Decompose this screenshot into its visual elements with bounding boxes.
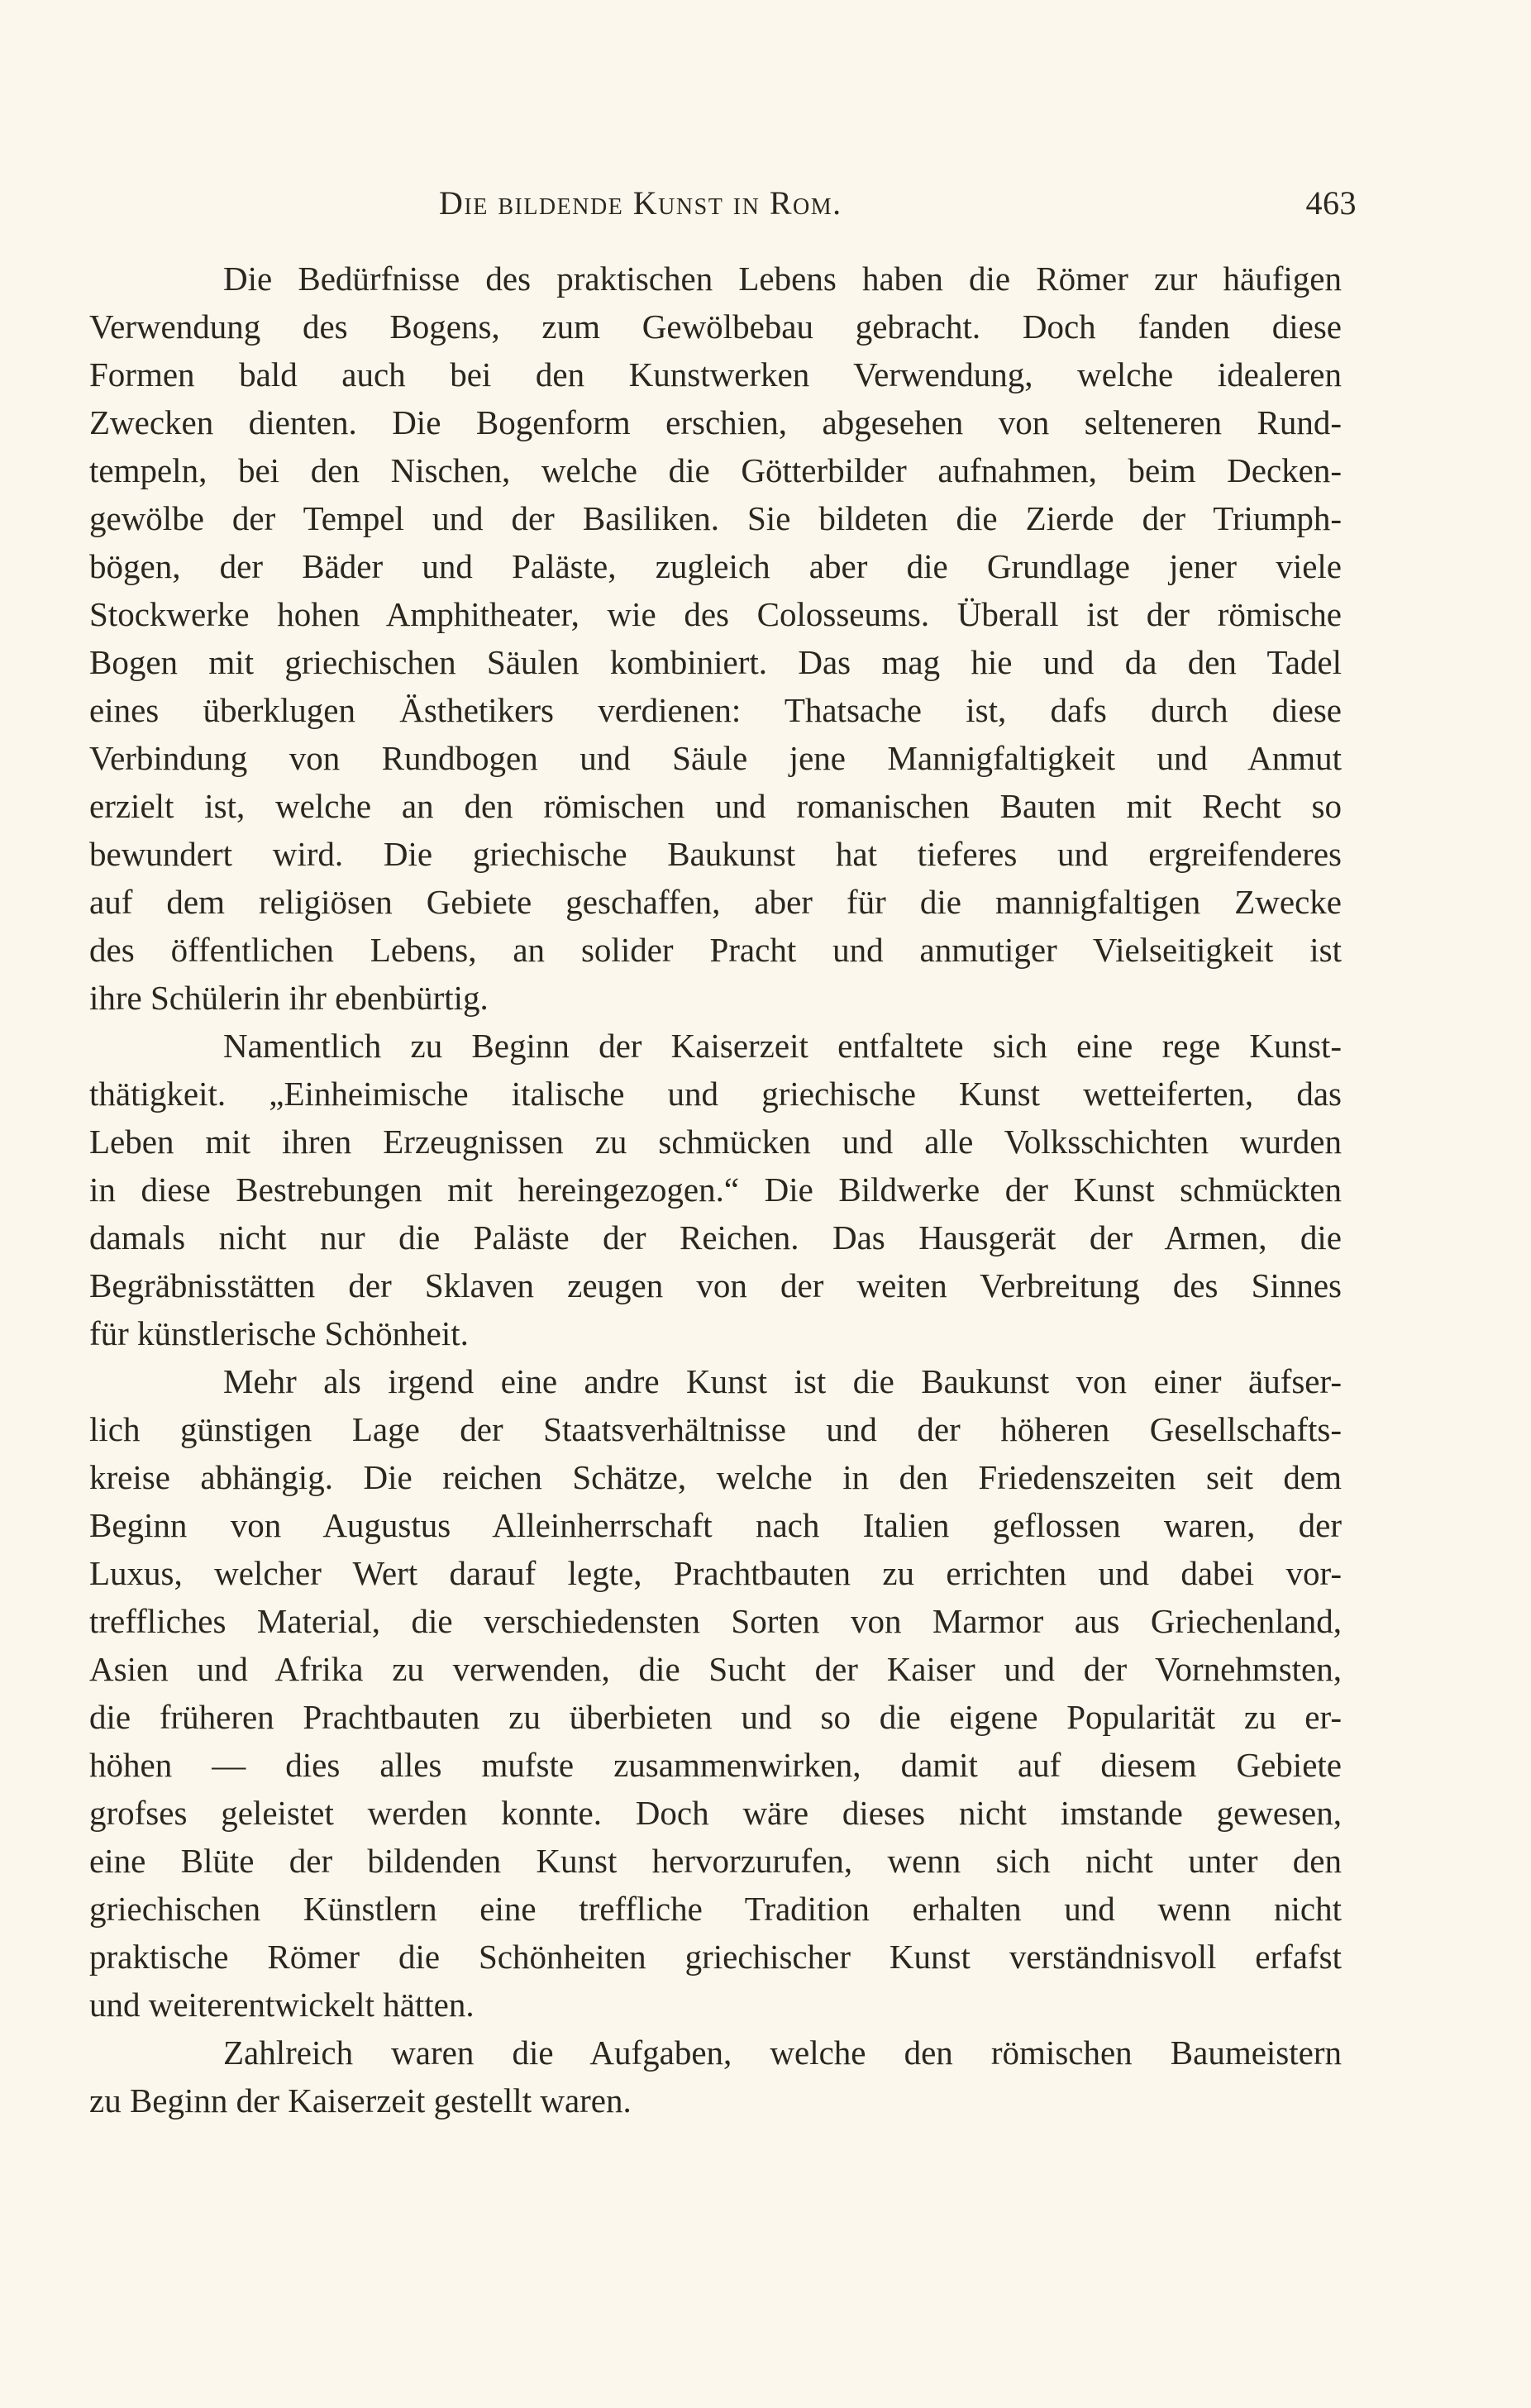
text-line: und weiterentwickelt hätten. (89, 1986, 475, 2024)
text-line: eines überklugen Ästhetikers verdienen: Thatsache ist, dafs durch diese (89, 691, 1342, 729)
paragraph-4 (89, 2029, 1342, 2124)
paragraph-3 (89, 1357, 1342, 2029)
text-line: praktische Römer die Schönheiten griechischer Kunst verständnisvoll erfafst (89, 1938, 1342, 1976)
text-line: Verwendung des Bogens, zum Gewölbebau gebracht. Doch fanden diese (89, 308, 1342, 346)
text-line: erzielt ist, welche an den römischen und romanischen Bauten mit Recht so (89, 787, 1342, 825)
body-text (89, 255, 1342, 2124)
text-line: Bogen mit griechischen Säulen kombiniert. Das mag hie und da den Tadel (89, 643, 1342, 681)
text-line: Asien und Afrika zu verwenden, die Sucht der Kaiser und der Vornehmsten, (89, 1650, 1342, 1688)
text-line: ihre Schülerin ihr ebenbürtig. (89, 979, 489, 1017)
text-line: Leben mit ihren Erzeugnissen zu schmücken und alle Volksschichten wurden (89, 1123, 1342, 1161)
text-line: Namentlich zu Beginn der Kaiserzeit entfaltete sich eine rege Kunst- (223, 1027, 1342, 1065)
text-line: lich günstigen Lage der Staatsverhältnisse und der höheren Gesellschafts- (89, 1410, 1342, 1448)
page-number: 463 (1305, 184, 1357, 222)
text-line: grofses geleistet werden konnte. Doch wäre dieses nicht imstande gewesen, (89, 1794, 1342, 1832)
text-line: Stockwerke hohen Amphitheater, wie des Colosseums. Überall ist der römische (89, 595, 1342, 633)
text-line: Formen bald auch bei den Kunstwerken Verwendung, welche idealeren (89, 355, 1342, 393)
text-line: auf dem religiösen Gebiete geschaffen, aber für die mannigfaltigen Zwecke (89, 883, 1342, 921)
text-line: Die Bedürfnisse des praktischen Lebens haben die Römer zur häufigen (223, 260, 1342, 298)
text-line: zu Beginn der Kaiserzeit gestellt waren. (89, 2081, 632, 2120)
text-line: kreise abhängig. Die reichen Schätze, welche in den Friedenszeiten seit dem (89, 1458, 1342, 1496)
running-title: Die bildende Kunst in Rom. (439, 184, 842, 222)
text-line: Beginn von Augustus Alleinherrschaft nach Italien geflossen waren, der (89, 1506, 1342, 1544)
text-line: des öffentlichen Lebens, an solider Pracht und anmutiger Vielseitigkeit ist (89, 931, 1342, 969)
text-line: damals nicht nur die Paläste der Reichen. Das Hausgerät der Armen, die (89, 1218, 1342, 1256)
text-line: Luxus, welcher Wert darauf legte, Prachtbauten zu errichten und dabei vor- (89, 1554, 1342, 1592)
text-line: Zwecken dienten. Die Bogenform erschien, abgesehen von selteneren Rund- (89, 403, 1342, 441)
paragraph-1 (89, 255, 1342, 1022)
text-line: für künstlerische Schönheit. (89, 1314, 469, 1352)
text-line: tempeln, bei den Nischen, welche die Götterbilder aufnahmen, beim Decken- (89, 451, 1342, 489)
text-line: thätigkeit. „Einheimische italische und griechische Kunst wetteiferten, das (89, 1075, 1342, 1113)
running-head (439, 184, 1357, 233)
text-line: bewundert wird. Die griechische Baukunst hat tieferes und ergreifenderes (89, 835, 1342, 873)
text-line: gewölbe der Tempel und der Basiliken. Sie bildeten die Zierde der Triumph- (89, 499, 1342, 537)
text-line: eine Blüte der bildenden Kunst hervorzurufen, wenn sich nicht unter den (89, 1842, 1342, 1880)
paragraph-2 (89, 1022, 1342, 1357)
text-line: bögen, der Bäder und Paläste, zugleich aber die Grundlage jener viele (89, 547, 1342, 585)
text-line: die früheren Prachtbauten zu überbieten und so die eigene Popularität zu er- (89, 1698, 1342, 1736)
text-line: in diese Bestrebungen mit hereingezogen.“ Die Bildwerke der Kunst schmückten (89, 1171, 1342, 1209)
text-line: Mehr als irgend eine andre Kunst ist die Baukunst von einer äufser- (223, 1362, 1342, 1400)
text-line: treffliches Material, die verschiedensten Sorten von Marmor aus Griechenland, (89, 1602, 1342, 1640)
text-line: Verbindung von Rundbogen und Säule jene Mannigfaltigkeit und Anmut (89, 739, 1342, 777)
text-line: höhen — dies alles mufste zusammenwirken, damit auf diesem Gebiete (89, 1746, 1342, 1784)
text-line: Begräbnisstätten der Sklaven zeugen von der weiten Verbreitung des Sinnes (89, 1266, 1342, 1304)
text-line: griechischen Künstlern eine treffliche Tradition erhalten und wenn nicht (89, 1890, 1342, 1928)
text-line: Zahlreich waren die Aufgaben, welche den römischen Baumeistern (223, 2034, 1342, 2072)
